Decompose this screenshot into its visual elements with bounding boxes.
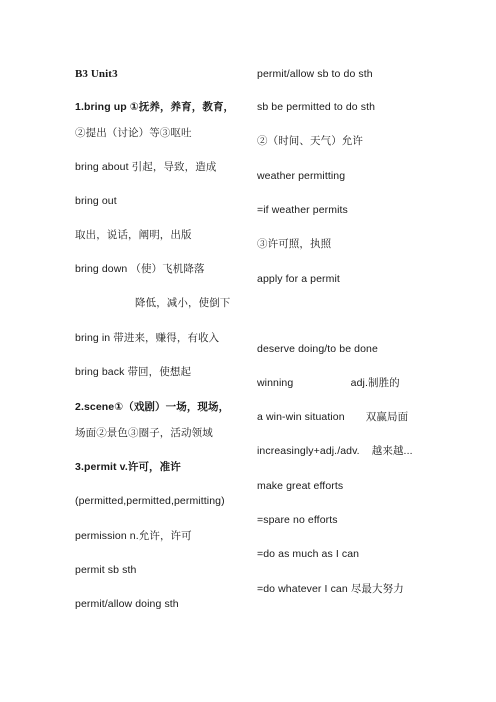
entry-permit-sb-sth: permit sb sth <box>75 564 137 576</box>
entry-bring-in: bring in 带进来，赚得，有收入 <box>75 332 220 344</box>
entry-bring-out-meaning: 取出，说话，阐明，出版 <box>75 229 192 241</box>
entry-permit-license: ③许可照，执照 <box>257 238 332 250</box>
entry-make-efforts: make great efforts <box>257 480 344 492</box>
document-title: B3 Unit3 <box>75 68 118 80</box>
entry-bring-about: bring about 引起，导致，造成 <box>75 161 217 173</box>
entry-permit-sb-to-do: permit/allow sb to do sth <box>257 68 373 80</box>
entry-win-win: a win-win situation 双赢局面 <box>257 411 409 423</box>
entry-bring-back: bring back 带回，使想起 <box>75 366 192 378</box>
entry-do-whatever: =do whatever I can 尽最大努力 <box>257 583 404 595</box>
entry-do-as-much: =do as much as I can <box>257 548 360 560</box>
entry-bring-up: 1.bring up ①抚养，养育，教育， <box>75 101 235 113</box>
entry-spare-no-efforts: =spare no efforts <box>257 514 338 526</box>
entry-if-weather-permits: =if weather permits <box>257 204 348 216</box>
entry-scene-cont: 场面②景色③圈子，活动领域 <box>75 427 213 439</box>
entry-permit-doing: permit/allow doing sth <box>75 598 179 610</box>
entry-apply-permit: apply for a permit <box>257 273 340 285</box>
entry-scene: 2.scene①（戏剧）一场，现场， <box>75 401 230 413</box>
entry-permit: 3.permit v.许可，准许 <box>75 461 181 473</box>
entry-bring-out: bring out <box>75 195 117 207</box>
entry-bring-down-meaning: 降低，减小，使倒下 <box>135 297 231 309</box>
entry-bring-up-cont: ②提出（讨论）等③呕吐 <box>75 127 192 139</box>
entry-permit-forms: (permitted,permitted,permitting) <box>75 495 225 507</box>
entry-bring-down: bring down （使）飞机降落 <box>75 263 205 275</box>
entry-weather-permitting: weather permitting <box>257 170 346 182</box>
entry-permit-weather: ②（时间、天气）允许 <box>257 135 363 147</box>
entry-be-permitted: sb be permitted to do sth <box>257 101 376 113</box>
entry-permission: permission n.允许，许可 <box>75 530 192 542</box>
entry-deserve: deserve doing/to be done <box>257 343 378 355</box>
entry-increasingly: increasingly+adj./adv. 越来越... <box>257 445 413 457</box>
entry-winning: winning adj.制胜的 <box>257 377 400 389</box>
